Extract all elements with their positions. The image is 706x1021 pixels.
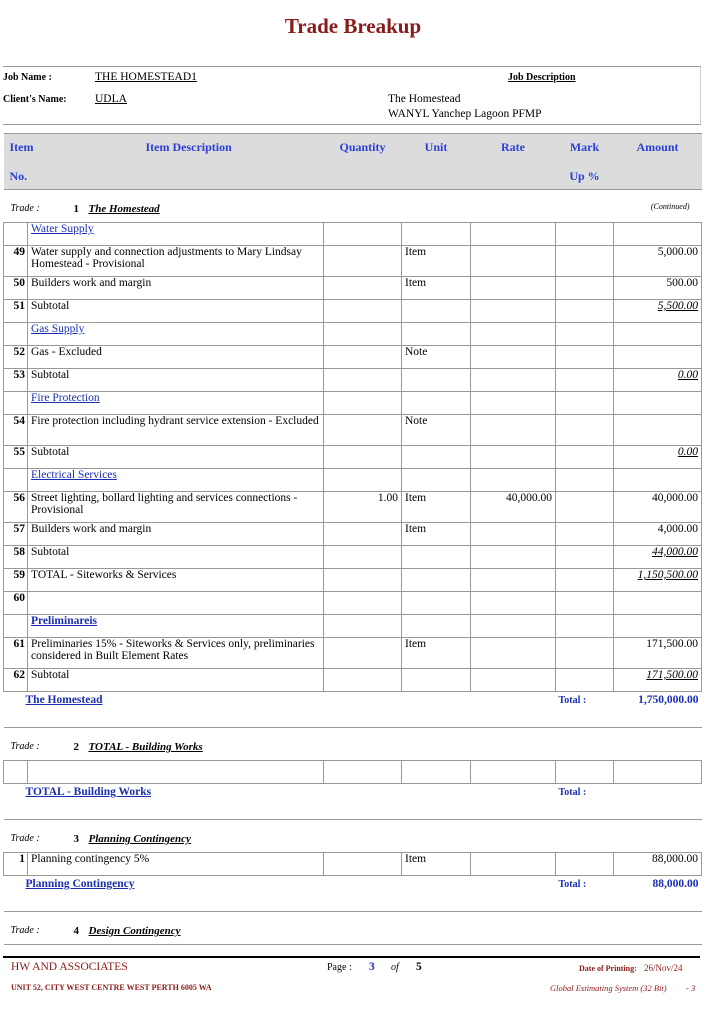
trade-number: 1	[73, 203, 79, 215]
item-quantity	[324, 523, 402, 546]
company-address: UNIT 52, CITY WEST CENTRE WEST PERTH 6005 WA	[11, 983, 212, 992]
item-description-text[interactable]: Gas Supply	[31, 323, 85, 335]
item-amount-text: 171,500.00	[646, 669, 698, 681]
item-rate	[471, 323, 556, 346]
header-quantity: Quantity	[324, 134, 402, 190]
item-quantity	[324, 669, 402, 692]
item-number	[4, 415, 28, 446]
header-markup: Mark	[569, 140, 600, 154]
item-amount-text: 500.00	[666, 277, 698, 289]
table-row	[4, 638, 702, 669]
trade-number: 4	[73, 925, 79, 937]
item-description-text: Subtotal	[31, 446, 70, 458]
item-description-text: Builders work and margin	[31, 277, 152, 289]
item-number	[4, 546, 28, 569]
table-row	[4, 669, 702, 692]
item-markup	[556, 853, 614, 876]
item-unit	[402, 638, 471, 669]
trade-total-row	[4, 876, 702, 912]
item-number-text: 54	[13, 415, 25, 427]
item-rate	[471, 615, 556, 638]
item-markup	[556, 523, 614, 546]
item-amount	[614, 592, 702, 615]
item-unit-text: Note	[405, 415, 428, 427]
item-amount	[614, 446, 702, 469]
item-unit	[402, 615, 471, 638]
item-amount	[614, 415, 702, 446]
item-number-text: 55	[13, 446, 25, 458]
item-rate	[471, 246, 556, 277]
item-description-text[interactable]: Preliminareis	[31, 615, 98, 627]
item-unit	[402, 523, 471, 546]
item-description	[28, 469, 324, 492]
item-quantity	[324, 615, 402, 638]
item-quantity	[324, 853, 402, 876]
item-description-text: Preliminaries 15% - Siteworks & Services only, preliminaries considered in Built Element Rates	[31, 638, 315, 662]
item-rate	[471, 638, 556, 669]
item-description-text[interactable]: Fire Protection	[31, 392, 100, 404]
item-number	[4, 323, 28, 346]
item-number	[4, 492, 28, 523]
item-quantity	[324, 569, 402, 592]
item-quantity	[324, 469, 402, 492]
item-markup	[556, 638, 614, 669]
item-amount	[614, 615, 702, 638]
item-markup	[556, 569, 614, 592]
item-description-text: Subtotal	[31, 669, 70, 681]
trade-label: Trade :	[10, 833, 40, 844]
item-markup	[556, 615, 614, 638]
item-markup	[556, 415, 614, 446]
item-description	[28, 346, 324, 369]
item-quantity	[324, 492, 402, 523]
item-number-text: 59	[13, 569, 25, 581]
table-row	[4, 523, 702, 546]
item-description-text: Gas - Excluded	[31, 346, 102, 358]
system-suffix: - 3	[686, 983, 696, 993]
item-description	[28, 223, 324, 246]
item-amount-text: 40,000.00	[652, 492, 698, 504]
item-markup	[556, 669, 614, 692]
item-number-text: 1	[19, 853, 25, 865]
item-amount	[614, 546, 702, 569]
trade-header-row	[4, 190, 702, 223]
item-markup	[556, 469, 614, 492]
item-unit	[402, 323, 471, 346]
item-number	[4, 346, 28, 369]
item-amount-text: 0.00	[677, 369, 698, 381]
item-number	[4, 369, 28, 392]
table-row	[4, 569, 702, 592]
item-number-text: 56	[13, 492, 25, 504]
job-name-label: Job Name :	[3, 72, 52, 83]
item-rate-text: 40,000.00	[506, 492, 552, 504]
item-rate	[471, 492, 556, 523]
item-rate	[471, 853, 556, 876]
trade-name: Planning Contingency	[88, 833, 191, 845]
item-description	[28, 592, 324, 615]
item-markup	[556, 446, 614, 469]
system-name: Global Estimating System (32 Bit)	[550, 983, 667, 993]
item-description-text: Subtotal	[31, 369, 70, 381]
item-amount-text: 1,150,500.00	[637, 569, 698, 581]
item-markup	[556, 546, 614, 569]
trade-total-row	[4, 784, 702, 820]
item-markup	[556, 246, 614, 277]
item-description	[28, 446, 324, 469]
table-row	[4, 853, 702, 876]
item-number	[4, 592, 28, 615]
item-amount-text: 5,500.00	[657, 300, 698, 312]
table-row	[4, 615, 702, 638]
item-unit	[402, 346, 471, 369]
table-row	[4, 369, 702, 392]
item-amount	[614, 323, 702, 346]
job-name-value: THE HOMESTEAD1	[95, 71, 197, 83]
trade-total-name[interactable]: The Homestead	[25, 694, 103, 706]
table-row	[4, 246, 702, 277]
page-title: Trade Breakup	[284, 14, 422, 38]
empty-row	[4, 761, 702, 784]
item-number	[4, 569, 28, 592]
trade-name: TOTAL - Building Works	[88, 741, 203, 753]
item-rate	[471, 592, 556, 615]
item-amount	[614, 300, 702, 323]
empty-cell	[556, 761, 614, 784]
job-description-label: Job Description	[508, 72, 576, 83]
header-rate: Rate	[471, 134, 556, 190]
item-description-text[interactable]: Electrical Services	[31, 469, 117, 481]
item-description-text: Subtotal	[31, 300, 70, 312]
item-unit	[402, 669, 471, 692]
item-markup	[556, 277, 614, 300]
item-rate	[471, 569, 556, 592]
item-description	[28, 415, 324, 446]
item-rate	[471, 392, 556, 415]
trade-total-name[interactable]: Planning Contingency	[25, 878, 135, 890]
item-quantity	[324, 392, 402, 415]
item-unit-text: Item	[405, 246, 427, 258]
item-unit	[402, 546, 471, 569]
item-amount	[614, 569, 702, 592]
item-description	[28, 669, 324, 692]
table-row	[4, 492, 702, 523]
table-row	[4, 592, 702, 615]
item-rate	[471, 546, 556, 569]
item-number-text: 62	[13, 669, 25, 681]
empty-cell	[4, 761, 28, 784]
item-description	[28, 392, 324, 415]
job-description-line2: WANYL Yanchep Lagoon PFMP	[388, 108, 542, 120]
header-unit: Unit	[402, 134, 471, 190]
item-description-text: Builders work and margin	[31, 523, 152, 535]
item-amount	[614, 492, 702, 523]
item-number	[4, 300, 28, 323]
client-name-value: UDLA	[95, 93, 127, 105]
header-markup-2: Up %	[569, 169, 600, 183]
item-quantity	[324, 415, 402, 446]
total-pages: 5	[416, 961, 422, 973]
item-markup	[556, 592, 614, 615]
item-description	[28, 246, 324, 277]
item-amount	[614, 853, 702, 876]
item-description-text: TOTAL - Siteworks & Services	[31, 569, 177, 581]
item-unit	[402, 492, 471, 523]
item-quantity	[324, 446, 402, 469]
item-unit	[402, 369, 471, 392]
trade-name: The Homestead	[88, 203, 160, 215]
trade-label: Trade :	[10, 741, 40, 752]
item-unit	[402, 300, 471, 323]
item-markup	[556, 323, 614, 346]
item-quantity-text: 1.00	[377, 492, 398, 504]
item-rate	[471, 415, 556, 446]
trade-total-name[interactable]: TOTAL - Building Works	[25, 786, 152, 798]
item-description	[28, 300, 324, 323]
item-number	[4, 523, 28, 546]
item-amount	[614, 223, 702, 246]
date-label: Date of Printing:	[579, 964, 637, 973]
item-number	[4, 223, 28, 246]
trade-number: 3	[73, 833, 79, 845]
item-rate	[471, 277, 556, 300]
item-unit	[402, 853, 471, 876]
page-number: 3	[369, 961, 375, 973]
table-header	[4, 134, 702, 190]
of-label: of	[391, 962, 399, 973]
item-number-text: 49	[13, 246, 25, 258]
trade-total-row	[4, 692, 702, 728]
item-description	[28, 853, 324, 876]
item-description	[28, 615, 324, 638]
item-amount-text: 0.00	[677, 446, 698, 458]
item-unit-text: Item	[405, 277, 427, 289]
empty-cell	[614, 761, 702, 784]
table-row	[4, 346, 702, 369]
continued-note: (Continued)	[650, 202, 690, 211]
item-quantity	[324, 592, 402, 615]
trade-total-label: Total :	[558, 695, 587, 706]
empty-cell	[28, 761, 324, 784]
trade-label: Trade :	[10, 925, 40, 936]
item-amount	[614, 638, 702, 669]
item-quantity	[324, 638, 402, 669]
job-description-line1: The Homestead	[388, 93, 461, 105]
item-number	[4, 853, 28, 876]
item-unit-text: Item	[405, 638, 427, 650]
header-item: Item	[9, 140, 34, 154]
trade-total-value: 1,750,000.00	[638, 694, 699, 706]
empty-cell	[402, 761, 471, 784]
item-rate	[471, 223, 556, 246]
item-amount-text: 5,000.00	[657, 246, 698, 258]
item-number	[4, 669, 28, 692]
item-unit	[402, 246, 471, 277]
item-description-text: Subtotal	[31, 546, 70, 558]
trade-table	[3, 133, 702, 945]
item-number	[4, 277, 28, 300]
empty-cell	[324, 761, 402, 784]
item-description	[28, 323, 324, 346]
item-amount	[614, 369, 702, 392]
item-unit	[402, 592, 471, 615]
item-markup	[556, 300, 614, 323]
item-quantity	[324, 369, 402, 392]
item-quantity	[324, 346, 402, 369]
trade-number: 2	[73, 741, 79, 753]
table-row	[4, 546, 702, 569]
trade-total-value: 88,000.00	[652, 878, 699, 890]
item-number-text: 50	[13, 277, 25, 289]
company-name: HW AND ASSOCIATES	[11, 961, 128, 973]
trade-header-row	[4, 912, 702, 945]
trade-total-label: Total :	[558, 879, 587, 890]
table-row	[4, 415, 702, 446]
item-quantity	[324, 300, 402, 323]
table-row	[4, 469, 702, 492]
item-rate	[471, 669, 556, 692]
item-markup	[556, 346, 614, 369]
table-row	[4, 277, 702, 300]
item-amount	[614, 469, 702, 492]
item-unit-text: Item	[405, 523, 427, 535]
item-markup	[556, 223, 614, 246]
item-number-text: 60	[13, 592, 25, 604]
item-quantity	[324, 323, 402, 346]
item-markup	[556, 392, 614, 415]
item-description	[28, 569, 324, 592]
item-number	[4, 392, 28, 415]
item-amount-text: 88,000.00	[652, 853, 698, 865]
item-quantity	[324, 246, 402, 277]
empty-cell	[471, 761, 556, 784]
table-row	[4, 323, 702, 346]
item-rate	[471, 346, 556, 369]
item-number-text: 51	[13, 300, 25, 312]
trade-label: Trade :	[10, 203, 40, 214]
item-description	[28, 369, 324, 392]
page-label: Page :	[327, 962, 352, 973]
header-item-no: No.	[9, 169, 28, 183]
item-description-text[interactable]: Water Supply	[31, 223, 94, 235]
trade-total-label: Total :	[558, 787, 587, 798]
item-description-text: Street lighting, bollard lighting and services connections - Provisional	[31, 492, 298, 516]
item-rate	[471, 300, 556, 323]
item-amount	[614, 669, 702, 692]
item-number-text: 53	[13, 369, 25, 381]
item-description-text: Fire protection including hydrant service extension - Excluded	[31, 415, 319, 427]
item-description	[28, 638, 324, 669]
item-unit	[402, 277, 471, 300]
item-number	[4, 638, 28, 669]
table-row	[4, 392, 702, 415]
item-unit	[402, 469, 471, 492]
item-amount	[614, 523, 702, 546]
item-markup	[556, 369, 614, 392]
item-amount-text: 4,000.00	[657, 523, 698, 535]
item-unit-text: Item	[405, 853, 427, 865]
item-rate	[471, 523, 556, 546]
item-rate	[471, 469, 556, 492]
item-rate	[471, 446, 556, 469]
page-footer	[3, 956, 700, 993]
item-markup	[556, 492, 614, 523]
table-row	[4, 446, 702, 469]
item-unit	[402, 446, 471, 469]
item-number-text: 61	[13, 638, 25, 650]
item-amount	[614, 346, 702, 369]
item-unit	[402, 392, 471, 415]
item-amount-text: 171,500.00	[646, 638, 698, 650]
header-amount: Amount	[614, 134, 702, 190]
print-date: 26/Nov/24	[644, 963, 683, 973]
item-unit-text: Item	[405, 492, 427, 504]
item-unit	[402, 569, 471, 592]
item-quantity	[324, 223, 402, 246]
item-amount-text: 44,000.00	[652, 546, 698, 558]
item-amount	[614, 277, 702, 300]
item-amount	[614, 246, 702, 277]
item-description	[28, 523, 324, 546]
item-quantity	[324, 277, 402, 300]
header-description: Item Description	[145, 140, 232, 154]
trade-name: Design Contingency	[88, 925, 181, 937]
item-amount	[614, 392, 702, 415]
item-number-text: 57	[13, 523, 25, 535]
item-number-text: 58	[13, 546, 25, 558]
item-unit	[402, 223, 471, 246]
table-row	[4, 300, 702, 323]
item-unit	[402, 415, 471, 446]
client-name-label: Client's Name:	[3, 94, 67, 105]
item-description-text: Water supply and connection adjustments to Mary Lindsay Homestead - Provisional	[31, 246, 302, 270]
item-description-text: Planning contingency 5%	[31, 853, 150, 865]
item-number	[4, 246, 28, 277]
table-row	[4, 223, 702, 246]
item-rate	[471, 369, 556, 392]
item-description	[28, 546, 324, 569]
trade-header-row	[4, 820, 702, 853]
job-info-box	[3, 66, 701, 125]
item-number	[4, 446, 28, 469]
item-number	[4, 615, 28, 638]
item-description	[28, 277, 324, 300]
item-unit-text: Note	[405, 346, 428, 358]
item-number-text: 52	[13, 346, 25, 358]
item-quantity	[324, 546, 402, 569]
item-description	[28, 492, 324, 523]
trade-header-row	[4, 728, 702, 761]
item-number	[4, 469, 28, 492]
